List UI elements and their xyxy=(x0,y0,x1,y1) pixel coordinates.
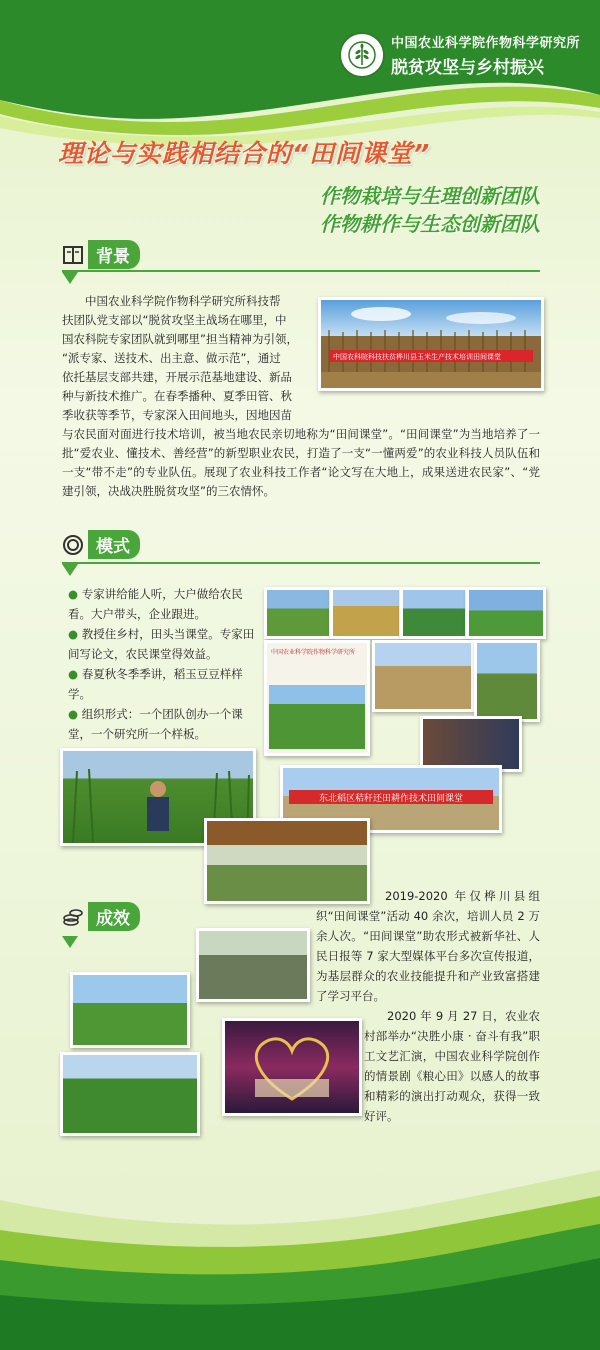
results-paragraph-2: 2020 年 9 月 27 日，农业农村部举办“决胜小康 · 奋斗有我”职工文艺汇演，中国农业科学院创作的情景剧《粮心田》以感人的故事和精彩的演出打动观众，获得一致好评。 xyxy=(364,1009,540,1123)
bg-line: “派专家、送技术、出主意、做示范”，通过 xyxy=(62,351,281,365)
section-arrow-icon xyxy=(62,936,78,948)
book-icon xyxy=(62,244,84,266)
section-arrow-icon xyxy=(62,272,78,284)
background-paragraph-part1 xyxy=(62,292,312,425)
background-paragraph-part2: 与农民面对面进行技术培训，被当地农民亲切地称为“田间课堂”。“田间课堂”为当地培养了一批“爱农业、懂技术、善经营”的新型职业农民，打造了一支“一懂两爱”的农业科技人员队伍和一支“带不走”的专业队伍。展现了农业科技工作者“论文写在大地上，成果送进农民家”、“党建引领，决战决胜脱贫攻坚”的三农情怀。 xyxy=(62,427,540,498)
photo-group-field xyxy=(264,587,332,639)
photo-document-field xyxy=(264,640,370,756)
bottom-wave-decoration xyxy=(0,1130,600,1350)
target-icon xyxy=(62,534,84,556)
photo-visitors-road xyxy=(372,640,474,712)
header xyxy=(339,32,580,78)
mode-item: ● 专家讲给能人听，大户做给农民看。大户带头，企业跟进。 xyxy=(68,587,243,621)
institute-name: 中国农业科学院作物科学研究所 xyxy=(390,36,580,51)
section-divider xyxy=(62,562,540,564)
page-title: 理论与实践相结合的“田间课堂” xyxy=(58,139,431,168)
section-background-header xyxy=(62,240,140,269)
bg-line: 种与新技术推广。在春季播种、夏季田管、秋 xyxy=(62,389,292,403)
photo-man-in-field xyxy=(466,587,546,639)
photo-field-visit xyxy=(70,972,190,1048)
team-name-2: 作物耕作与生态创新团队 xyxy=(320,212,540,236)
section-mode-title: 模式 xyxy=(88,530,140,559)
photo-banner-text: 东北稻区秸秆还田耕作技术田间课堂 xyxy=(318,794,463,804)
results-paragraph-1: 2019-2020 年仅桦川县组织“田间课堂”活动 40 余次，培训人员 2 万余人次。“田间课堂”助农形式被新华社、人民日报等 7 家大型媒体平台多次宣传报道，为基层群众的农业技能提升和产业致富搭建了学习平台。 xyxy=(316,889,540,1003)
bg-line: 扶团队党支部以“脱贫攻坚主战场在哪里，中 xyxy=(62,313,287,327)
section-divider xyxy=(62,270,540,272)
photo-expert-speaking xyxy=(330,587,402,639)
photo-field-inspection xyxy=(60,1052,200,1136)
bg-line: 国农科院专家团队就到哪里”担当精神为引领， xyxy=(62,332,298,346)
bg-line: 季收获等季节，专家深入田间地头，因地因苗 xyxy=(62,408,292,422)
photo-crowd-training xyxy=(196,928,310,1002)
mode-item: ● 教授住乡村，田头当课堂。专家田间写论文，农民课堂得效益。 xyxy=(68,627,255,661)
header-slogan: 脱贫攻坚与乡村振兴 xyxy=(390,58,544,78)
photo-indoor-meeting xyxy=(420,716,522,772)
mode-item: ● 春夏秋冬季季讲，稻玉豆豆样样学。 xyxy=(68,667,243,701)
photo-banner-text: 中国农科院科技扶贫桦川县玉米生产技术培训田间课堂 xyxy=(333,353,501,361)
caas-logo-icon xyxy=(339,32,385,78)
photo-caption: 中国农业科学院作物科学研究所 xyxy=(271,649,356,656)
photo-stage-performance xyxy=(222,1018,362,1116)
section-background-title: 背景 xyxy=(88,240,140,269)
section-results-header xyxy=(62,902,140,931)
mode-item: ● 组织形式：一个团队创办一个课堂，一个研究所一个样板。 xyxy=(68,707,243,741)
photo-interview xyxy=(474,640,540,722)
bg-line: 依托基层支部共建，开展示范基地建设、新品 xyxy=(62,370,292,384)
coins-icon xyxy=(62,906,84,928)
heart-stage-decoration xyxy=(225,1021,359,1113)
field-class-photo xyxy=(318,297,544,391)
bg-line: 中国农业科学院作物科学研究所科技帮 xyxy=(85,294,281,308)
mode-list xyxy=(68,584,264,744)
section-arrow-icon xyxy=(62,564,78,576)
photo-woman-expert xyxy=(400,587,468,639)
section-mode-header xyxy=(62,530,140,559)
team-name-1: 作物栽培与生理创新团队 xyxy=(320,184,540,208)
section-results-title: 成效 xyxy=(88,902,140,931)
